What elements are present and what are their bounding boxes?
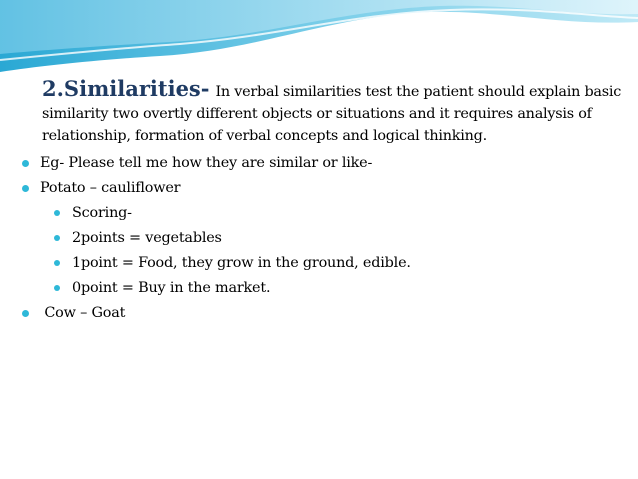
bullet-dot-icon	[22, 310, 29, 317]
bullet-item-2points	[52, 226, 622, 251]
header-wave-decoration	[0, 0, 638, 80]
bullet-item-0point	[52, 276, 622, 301]
bullet-text: Cow – Goat	[40, 305, 126, 321]
bullet-text: Eg- Please tell me how they are similar or like-	[40, 155, 373, 171]
intro-paragraph	[42, 78, 622, 147]
bullet-item-1point	[52, 251, 622, 276]
bullet-dot-icon	[54, 235, 60, 241]
bullet-text: Potato – cauliflower	[40, 180, 181, 196]
intro-text: In verbal similarities test the patient should explain basic similarity two overtly different objects or situations and it requires analysis of relationship, formation of verbal concepts and logical thinking.	[42, 84, 622, 144]
bullet-item-cow-goat	[22, 301, 622, 326]
bullet-dot-icon	[22, 160, 29, 167]
bullet-list	[42, 151, 622, 326]
bullet-dot-icon	[54, 260, 60, 266]
bullet-dot-icon	[54, 285, 60, 291]
bullet-dot-icon	[54, 210, 60, 216]
slide-title: 2.Similarities-	[42, 76, 210, 101]
bullet-item-potato-cauliflower	[22, 176, 622, 201]
bullet-item-example	[22, 151, 622, 176]
bullet-text: 0point = Buy in the market.	[72, 280, 271, 296]
bullet-text: Scoring-	[72, 205, 132, 221]
bullet-text: 1point = Food, they grow in the ground, edible.	[72, 255, 411, 271]
slide-content	[42, 78, 622, 326]
bullet-dot-icon	[22, 185, 29, 192]
bullet-text: 2points = vegetables	[72, 230, 222, 246]
bullet-item-scoring	[52, 201, 622, 226]
